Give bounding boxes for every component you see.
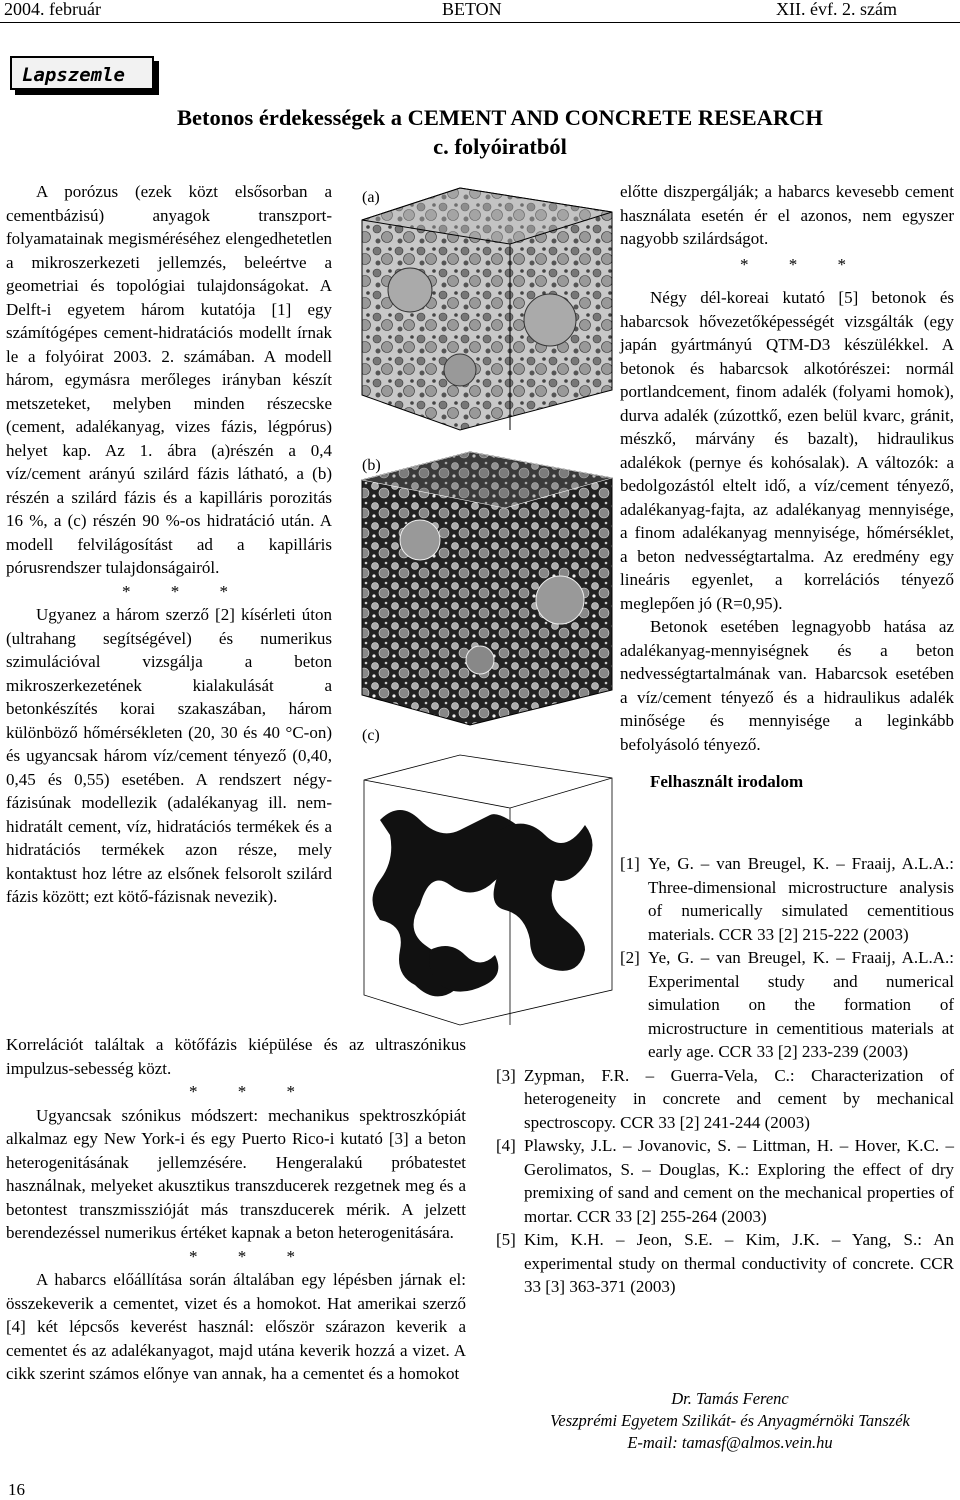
reference-3 xyxy=(496,1064,954,1135)
reference-number: [4] xyxy=(496,1136,516,1155)
running-header xyxy=(0,0,960,23)
reference-text: Zypman, F.R. – Guerra-Vela, C.: Characterization of heterogeneity in concrete and cement by mechanical spectroscopy. CCR 33 [2] 241-244 (2003) xyxy=(524,1065,954,1132)
reference-number: [2] xyxy=(620,948,640,967)
reference-text: Kim, K.H. – Jeon, S.E. – Kim, J.K. – Yang, S.: An experimental study on thermal conductivity of concrete. CCR 33 [3] 363-371 (2003) xyxy=(524,1230,954,1296)
reference-number: [1] xyxy=(620,854,640,873)
references-list xyxy=(496,852,954,1299)
reference-4 xyxy=(496,1134,954,1228)
section-tag: Lapszemle xyxy=(10,56,154,90)
reference-text: Ye, G. – van Breugel, K. – Fraaij, A.L.A.: Experimental study and numerical simulation on the formation of microstructure in cementitious materials at early age. CCR 33 [2] 233-239 (2003) xyxy=(648,948,954,1061)
right-column xyxy=(620,180,954,794)
label-b: (b) xyxy=(362,457,381,474)
separator-stars-2: * * * xyxy=(189,1082,313,1101)
reference-5 xyxy=(496,1228,954,1299)
title-line-1: Betonos érdekességek a CEMENT AND CONCRETE RESEARCH xyxy=(177,105,823,130)
reference-1 xyxy=(496,852,954,946)
author-email[interactable]: E-mail: tamasf@almos.vein.hu xyxy=(627,1433,833,1452)
page-number: 16 xyxy=(8,1480,25,1499)
label-c: (c) xyxy=(362,727,380,744)
author-name: Dr. Tamás Ferenc xyxy=(671,1389,789,1408)
separator-stars-3: * * * xyxy=(189,1246,313,1266)
author-signature xyxy=(500,1388,960,1454)
paragraph-2-end: Korrelációt találtak a kötőfázis kiépülése és az ultraszónikus impulzus-sebesség közt. xyxy=(6,1035,466,1078)
reference-number: [5] xyxy=(496,1230,516,1249)
paragraph-right-3: Betonok esetében legnagyobb hatása az adalékanyag-mennyiségnek és a beton nedvességtartalmának van. Habarcsok esetében a víz/cement tényező és a hidraulikus adalék minősége és mennyisége a leginkább befolyásoló tényező. xyxy=(620,617,954,754)
paragraph-2: Ugyanez a három szerző [2] kísérleti úton (ultrahang segítségével) és numerikus szimulációval vizsgálja a beton mikroszerkezetének kialakulását a betonkészítés korai szakaszában, három különböző hőmérsékleten (20, 30 és 40 °C-on) és ugyancsak három víz/cement tényező (0,40, 0,45 és 0,55) esetében. A rendszert négy-fázisúnak modellezik (adalékanyag ill. nem-hidratált cement, víz, hidratációs termékek és a hidratációs termékek azon része, mely kontaktust hoz létre az elsőnek felsorolt szilárd fázis között; ezt kötő-fázisnak nevezik). xyxy=(6,605,332,906)
bottom-left-text xyxy=(6,1033,466,1386)
title-line-2: c. folyóiratból xyxy=(433,134,567,159)
reference-text: Plawsky, J.L. – Jovanovic, S. – Littman, H. – Hover, K.C. – Gerolimatos, S. – Douglas, K.: Exploring the effect of dry premixing of sand and cement on the mechanical properties of mortar. CCR 33 [2] 255-264 (2003) xyxy=(524,1136,954,1226)
header-date: 2004. február xyxy=(4,0,101,19)
references-heading: Felhasznált irodalom xyxy=(650,772,804,791)
left-column xyxy=(6,180,332,909)
paragraph-right-1: előtte diszpergálják; a habarcs kevesebb cement használata esetén ér el azonos, nem egyszer nagyobb szilárdságot. xyxy=(620,182,954,248)
paragraph-4: A habarcs előállítása során általában egy lépésben járnak el: összekeverik a cementet, vizet és a homokot. Hat amerikai szerző [4] két lépcsős keverést használ: először szárazon keverik a cementet és az adalékanyagot, majd utána keverik hozzá a vizet. A cikk szerint számos előnye van annak, ha a cementet és a homokot xyxy=(6,1270,466,1383)
article-title xyxy=(110,103,890,161)
header-issue: XII. évf. 2. szám xyxy=(776,0,897,19)
reference-number: [3] xyxy=(496,1065,516,1085)
author-affiliation: Veszprémi Egyetem Szilikát- és Anyagmérnöki Tanszék xyxy=(550,1411,910,1430)
header-journal: BETON xyxy=(442,0,502,19)
separator-stars: * * * xyxy=(122,581,246,601)
paragraph-3: Ugyancsak szónikus módszert: mechanikus spektroszkópiát alkalmaz egy New York-i és egy Puerto Rico-i kutató [3] a beton heterogenitásának jellemzésére. Hengeralakú próbatestet használnak, melyeket akusztikus transzducerek rezgetnek meg és a betontest transzmisszióját más transzducerek mérik. A jelzett berendezéssel numerikus értéket kapnak a beton heterogenitására. xyxy=(6,1105,466,1242)
paragraph-1: A porózus (ezek közt elsősorban a cementbázisú) anyagok transzport-folyamatainak megisméréséhez elengedhetetlen a mikroszerkezeti jellemzés, beleértve a geometriai és topológiai tulajdonságokat. A Delft-i egyetem három kutatója [1] egy számítógépes cement-hidratációs modellt írnak le a folyóirat 2003. 2. számában. A modell három, egymásra merőleges irányban készít metszeteket, melyben minden részecske (cement, adalékanyag, vizes fázis, légpórus) helyet kap. Az 1. ábra (a)részén a 0,4 víz/cement arányú szilárd fázis látható, a (b) részén a szilárd fázis és a kapilláris porozitás 16 %, a (c) részén 90 %-os hidratáció után. A modell felvilágosítást ad a kapilláris pórusrendszer tulajdonságairól. xyxy=(6,182,332,577)
separator-stars-right: * * * xyxy=(740,254,864,274)
paragraph-right-2: Négy dél-koreai kutató [5] betonok és habarcsok hővezetőképességét vizsgálták (egy japán gyártmányú QTM-D3 készülékkel. A betonok és habarcsok alkotórészei: normál portlandcement, finom adalék (folyami homok), durva adalék (zúzottkő, ezen belül kvarc, gránit, mészkő, márvány és bazalt), hidraulikus adalékok (pernye és kohósalak). A változók: a bedolgozástól eltelt idő, a víz/cement tényező, adalékanyag-fajta, az adalékanyag mennyisége, a finom adalékanyag mennyisége, hőmérséklet, a beton nedvességtartalma. Az eredmény egy lineáris egyenlet, a korrelációs tényező meglepően jó (R=0,95). xyxy=(620,288,954,613)
reference-text: Ye, G. – van Breugel, K. – Fraaij, A.L.A.: Three-dimensional microstructure analysis of numerically simulated cementitious materials. CCR 33 [2] 215-222 (2003) xyxy=(648,854,954,944)
label-a: (a) xyxy=(362,189,380,206)
reference-2 xyxy=(496,946,954,1064)
